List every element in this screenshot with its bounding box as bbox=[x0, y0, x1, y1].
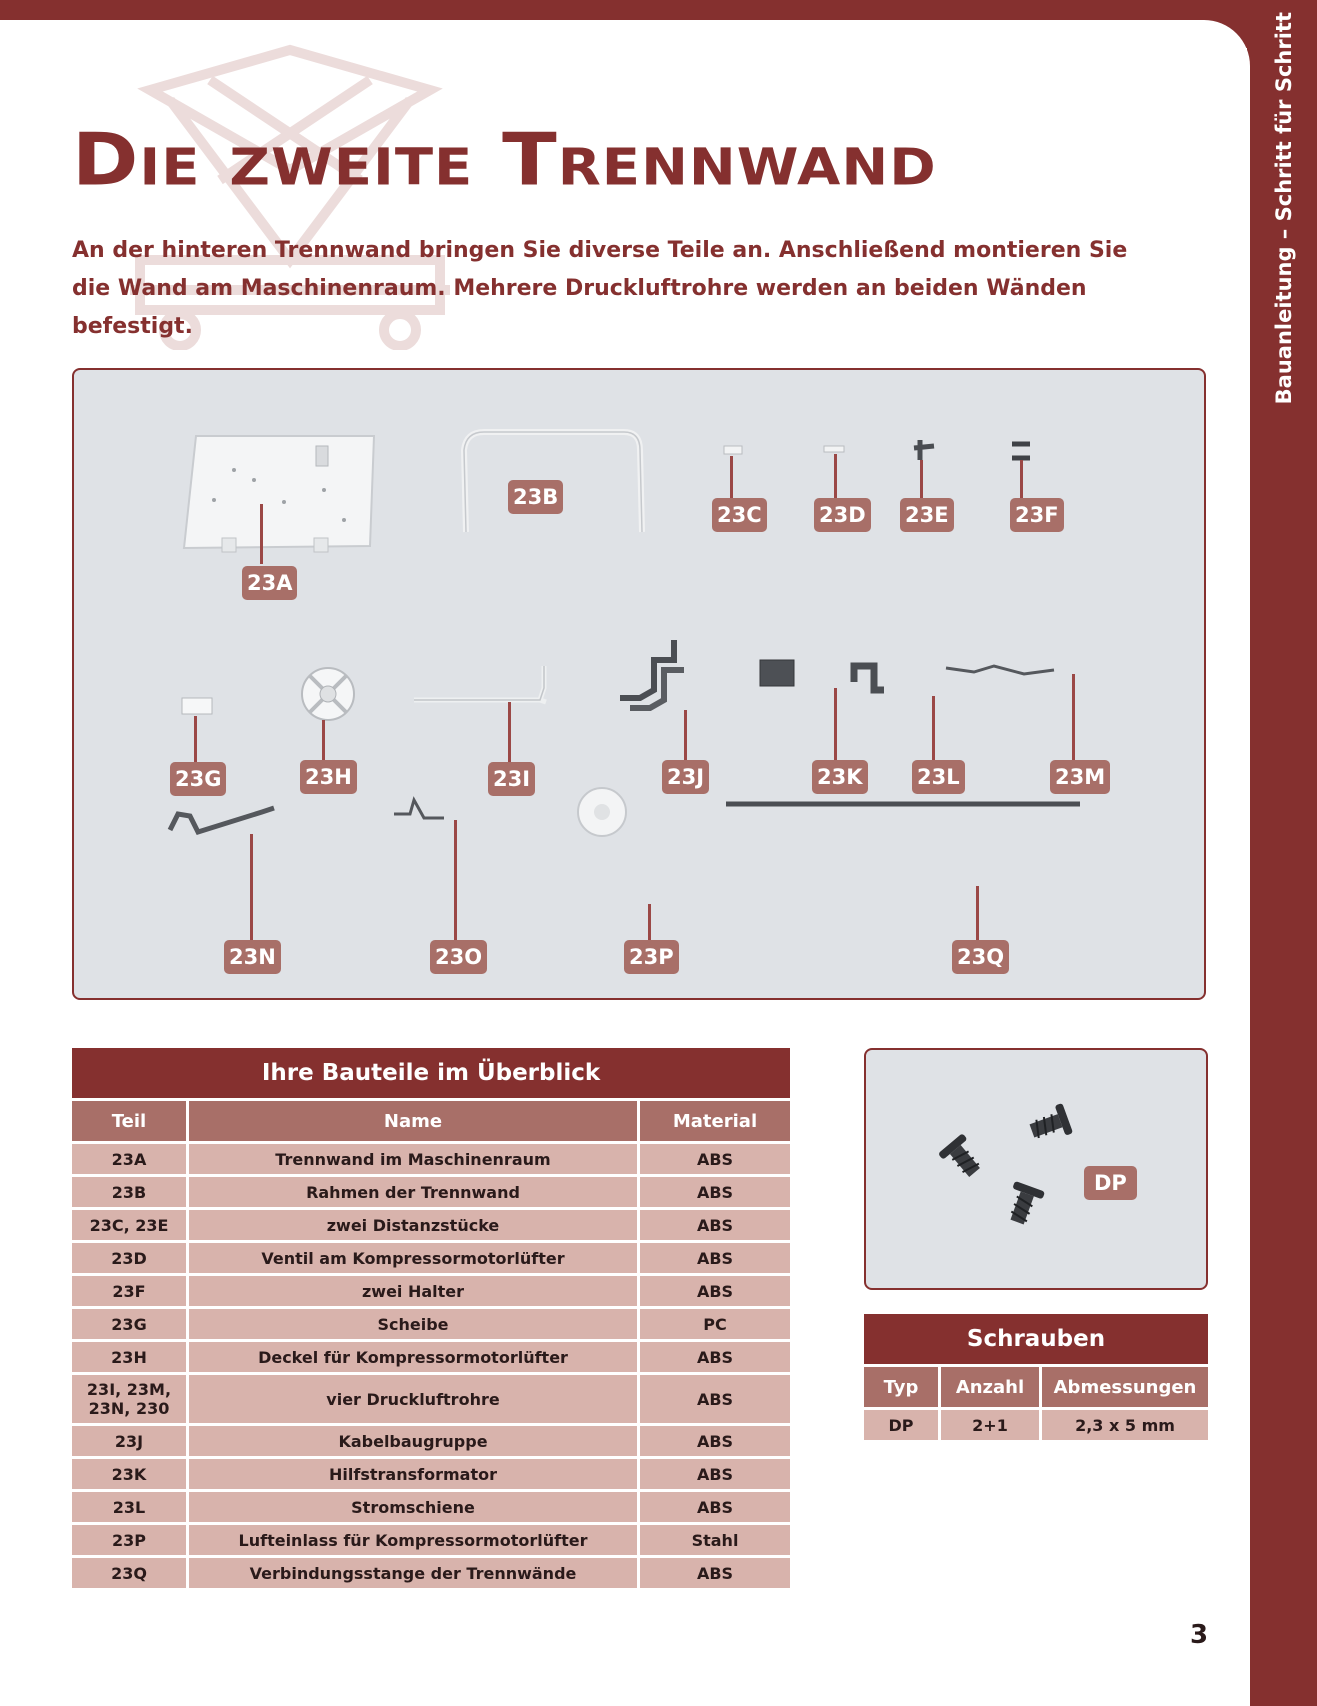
leader-23p bbox=[648, 904, 651, 940]
table-row bbox=[72, 1174, 790, 1207]
part-label-23q: 23Q bbox=[952, 940, 1009, 974]
cell-teil: 23I, 23M, 23N, 230 bbox=[72, 1372, 189, 1423]
cell-name: Hilfstransformator bbox=[189, 1456, 640, 1489]
table-row bbox=[72, 1306, 790, 1339]
cell-teil: 23K bbox=[72, 1456, 189, 1489]
part-23f bbox=[1012, 444, 1030, 458]
table-row bbox=[72, 1141, 790, 1174]
table-row bbox=[72, 1273, 790, 1306]
parts-illustration bbox=[74, 370, 1206, 1000]
part-label-23i: 23I bbox=[488, 762, 535, 796]
leader-23a bbox=[260, 504, 263, 564]
screws-illustration bbox=[866, 1050, 1208, 1290]
col-header-typ: Typ bbox=[864, 1364, 941, 1407]
cell-name: Ventil am Kompressormotorlüfter bbox=[189, 1240, 640, 1273]
col-header-name: Name bbox=[189, 1098, 640, 1141]
cell-material: ABS bbox=[640, 1555, 790, 1588]
intro-text: An der hinteren Trennwand bringen Sie diverse Teile an. Anschließend montieren Sie die Wand am Maschinenraum. Mehrere Druckluftrohre werden an beiden Wänden befestigt. bbox=[72, 238, 1128, 339]
part-label-23e: 23E bbox=[900, 498, 954, 532]
leader-23i bbox=[508, 702, 511, 762]
screw-2 bbox=[1026, 1103, 1073, 1146]
cell-teil: 23D bbox=[72, 1240, 189, 1273]
cell-name: Kabelbaugruppe bbox=[189, 1423, 640, 1456]
part-23o bbox=[394, 800, 444, 818]
table-row bbox=[72, 1555, 790, 1588]
cell-name: Stromschiene bbox=[189, 1489, 640, 1522]
cell-teil: 23B bbox=[72, 1174, 189, 1207]
cell-teil: 23C, 23E bbox=[72, 1207, 189, 1240]
part-23c bbox=[724, 446, 742, 454]
part-23a-plate bbox=[184, 436, 374, 552]
part-label-23k: 23K bbox=[812, 760, 868, 794]
table-row bbox=[72, 1240, 790, 1273]
part-label-23j: 23J bbox=[662, 760, 709, 794]
part-23e bbox=[914, 440, 934, 460]
part-label-23c: 23C bbox=[712, 498, 767, 532]
cell-teil: 23H bbox=[72, 1339, 189, 1372]
cell-material: ABS bbox=[640, 1489, 790, 1522]
leader-23e bbox=[920, 460, 923, 498]
cell-name: Deckel für Kompressormotorlüfter bbox=[189, 1339, 640, 1372]
cell-teil: 23G bbox=[72, 1306, 189, 1339]
leader-23l bbox=[932, 696, 935, 760]
col-header-anzahl: Anzahl bbox=[941, 1364, 1042, 1407]
part-label-23n: 23N bbox=[224, 940, 281, 974]
part-label-23o: 23O bbox=[430, 940, 487, 974]
part-23k bbox=[760, 660, 794, 686]
parts-table-title: Ihre Bauteile im Überblick bbox=[72, 1048, 790, 1098]
leader-23o bbox=[454, 820, 457, 940]
cell-teil: 23P bbox=[72, 1522, 189, 1555]
cell-typ: DP bbox=[864, 1407, 941, 1440]
leader-23k bbox=[834, 688, 837, 760]
cell-name: vier Druckluftrohre bbox=[189, 1372, 640, 1423]
part-23g bbox=[182, 698, 212, 714]
cell-material: ABS bbox=[640, 1339, 790, 1372]
cell-material: ABS bbox=[640, 1423, 790, 1456]
col-header-abmessungen: Abmessungen bbox=[1042, 1364, 1208, 1407]
part-23i bbox=[414, 666, 546, 702]
cell-material: ABS bbox=[640, 1273, 790, 1306]
table-row bbox=[72, 1522, 790, 1555]
screw-label-dp: DP bbox=[1084, 1166, 1137, 1200]
cell-material: Stahl bbox=[640, 1522, 790, 1555]
part-label-23h: 23H bbox=[300, 760, 357, 794]
cell-material: ABS bbox=[640, 1456, 790, 1489]
table-row bbox=[72, 1456, 790, 1489]
cell-abmessungen: 2,3 x 5 mm bbox=[1042, 1407, 1208, 1440]
table-row bbox=[72, 1339, 790, 1372]
table-row bbox=[72, 1423, 790, 1456]
col-header-material: Material bbox=[640, 1098, 790, 1141]
cell-name: Scheibe bbox=[189, 1306, 640, 1339]
part-label-23a: 23A bbox=[242, 566, 297, 600]
cell-material: ABS bbox=[640, 1207, 790, 1240]
table-row bbox=[864, 1407, 1208, 1440]
cell-name: Rahmen der Trennwand bbox=[189, 1174, 640, 1207]
screws-table bbox=[864, 1314, 1208, 1440]
part-label-23g: 23G bbox=[170, 762, 226, 796]
cell-name: Verbindungsstange der Trennwände bbox=[189, 1555, 640, 1588]
leader-23m bbox=[1072, 674, 1075, 760]
part-23h bbox=[302, 668, 354, 720]
part-23d bbox=[824, 446, 844, 452]
cell-material: ABS bbox=[640, 1174, 790, 1207]
table-row bbox=[72, 1207, 790, 1240]
screw-3 bbox=[1002, 1181, 1045, 1228]
cell-name: Trennwand im Maschinenraum bbox=[189, 1141, 640, 1174]
table-row bbox=[72, 1372, 790, 1423]
cell-teil: 23A bbox=[72, 1141, 189, 1174]
side-label bbox=[1252, 11, 1316, 405]
cell-anzahl: 2+1 bbox=[941, 1407, 1042, 1440]
col-header-teil: Teil bbox=[72, 1098, 189, 1141]
leader-23n bbox=[250, 834, 253, 940]
cell-teil: 23Q bbox=[72, 1555, 189, 1588]
leader-23j bbox=[684, 710, 687, 760]
leader-23q bbox=[976, 886, 979, 940]
cell-material: ABS bbox=[640, 1240, 790, 1273]
part-label-23f: 23F bbox=[1010, 498, 1064, 532]
part-label-23d: 23D bbox=[814, 498, 871, 532]
part-23l bbox=[854, 666, 884, 690]
cell-material: PC bbox=[640, 1306, 790, 1339]
screws-table-title: Schrauben bbox=[864, 1314, 1208, 1364]
cell-name: zwei Distanzstücke bbox=[189, 1207, 640, 1240]
cell-teil: 23J bbox=[72, 1423, 189, 1456]
leader-23f bbox=[1020, 460, 1023, 498]
cell-teil: 23F bbox=[72, 1273, 189, 1306]
page-title: Die zweite Trennwand bbox=[72, 118, 937, 202]
table-row bbox=[72, 1489, 790, 1522]
part-label-23p: 23P bbox=[624, 940, 679, 974]
cell-name: zwei Halter bbox=[189, 1273, 640, 1306]
cell-material: ABS bbox=[640, 1141, 790, 1174]
part-23m bbox=[946, 666, 1054, 674]
cell-material: ABS bbox=[640, 1372, 790, 1423]
screws-photo-panel bbox=[864, 1048, 1208, 1290]
cell-name: Lufteinlass für Kompressormotorlüfter bbox=[189, 1522, 640, 1555]
part-23n bbox=[170, 808, 274, 832]
parts-table bbox=[72, 1048, 790, 1588]
leader-23c bbox=[730, 456, 733, 498]
leader-23g bbox=[194, 716, 197, 762]
part-label-23l: 23L bbox=[912, 760, 965, 794]
parts-photo-panel bbox=[72, 368, 1206, 1000]
leader-23d bbox=[834, 454, 837, 498]
cell-teil: 23L bbox=[72, 1489, 189, 1522]
part-label-23b: 23B bbox=[508, 480, 563, 514]
leader-23h bbox=[322, 720, 325, 760]
part-label-23m: 23M bbox=[1050, 760, 1110, 794]
side-label-text: Bauanleitung – Schritt für Schritt bbox=[1272, 11, 1296, 405]
screw-1 bbox=[938, 1133, 987, 1183]
page-number: 3 bbox=[1190, 1620, 1209, 1650]
